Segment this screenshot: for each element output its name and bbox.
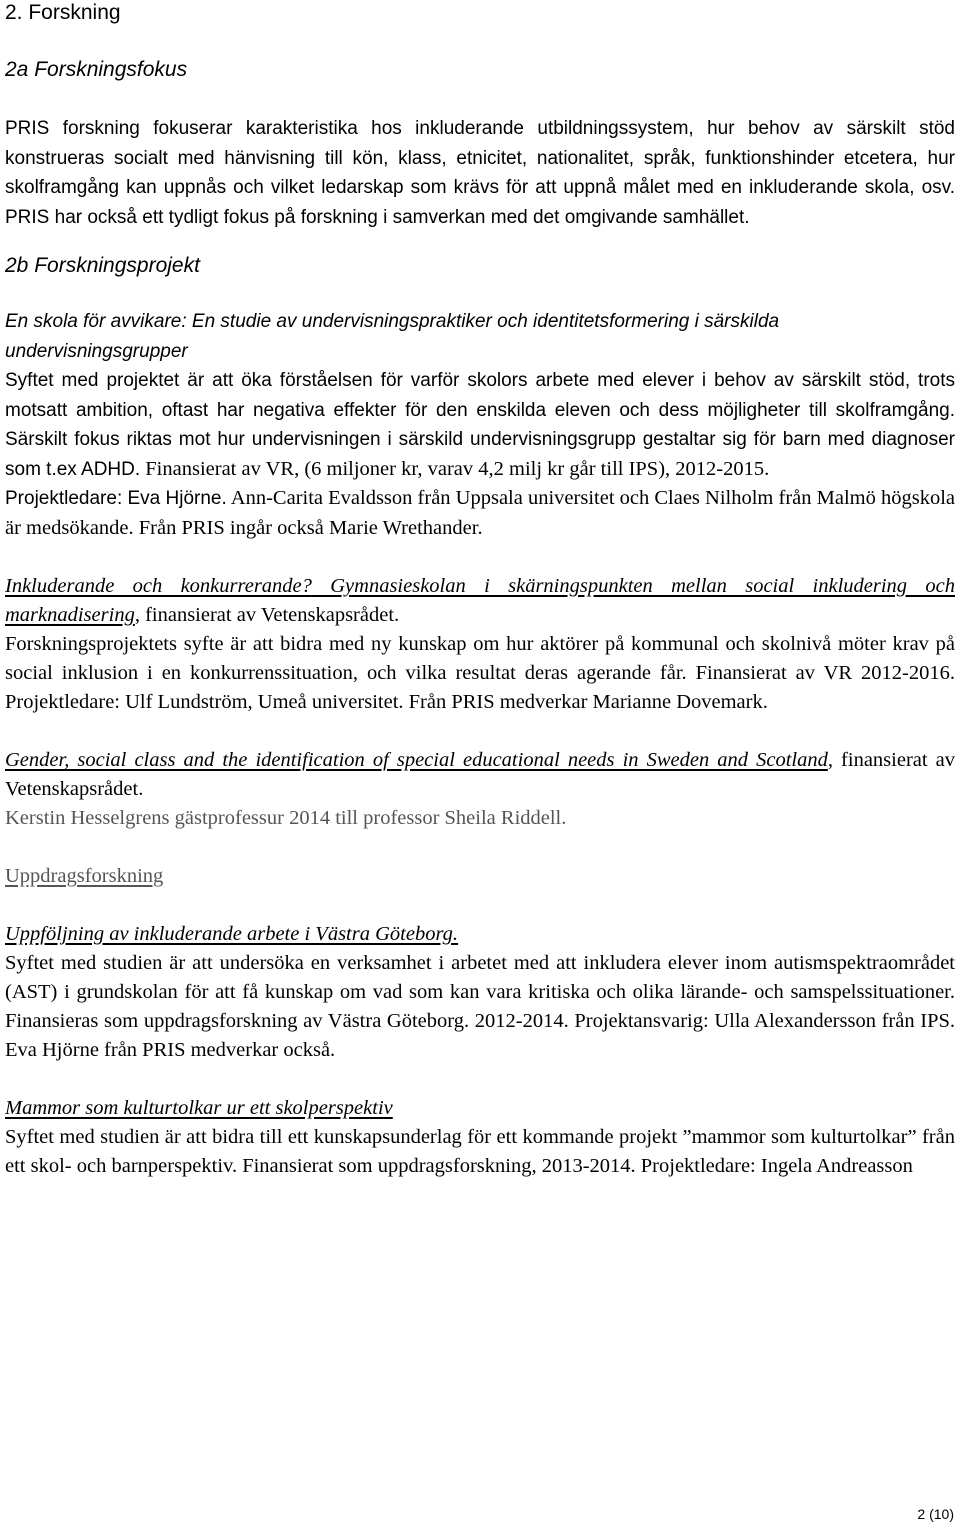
uppdrag-2-title: Mammor som kulturtolkar ur ett skolperspektiv <box>5 1097 393 1119</box>
uppdrag-heading: Uppdragsforskning <box>5 865 164 887</box>
project-1-people <box>5 484 955 543</box>
project-2-body: Forskningsprojektets syfte är att bidra med ny kunskap om hur aktörer på kommunal och skolnivå möter krav på social inklusion i en konkurrenssituation, och vilka resultat deras agerande får. Finansierat av VR 2012-2016. Projektledare: Ulf Lundström, Umeå universitet. Från PRIS medverkar Marianne Dovemark. <box>5 633 955 713</box>
project-3-funding: , finansierat av Vetenskapsrådet. <box>5 749 955 800</box>
fokus-paragraph <box>5 114 955 232</box>
page-number: 2 (10) <box>917 1506 954 1522</box>
project-1-body-1: Syftet med projektet är att öka förståelsen för varför skolors arbete med elever i behov av särskilt stöd, trots motsatt ambition, oftast har negativa effekter för den enskilda eleven och dess möjligheter till skolframgång. <box>5 370 955 421</box>
document-page <box>5 0 955 1181</box>
project-2-title-a: Inkluderande och konkurrerande? <box>5 575 312 597</box>
project-2-title <box>5 572 955 630</box>
uppdrag-1-body: Syftet med studien är att undersöka en verksamhet i arbetet med att inkludera elever inom autismspektraområdet (AST) i grundskolan för att få kunskap om vad som kan vara kritiska och olika lärande- och samspelssituationer. Finansieras som uppdragsforskning av Västra Göteborg. 2012-2014. Projektansvarig: Ulla Alexandersson från IPS. Eva Hjörne från PRIS medverkar också. <box>5 952 955 1061</box>
fokus-text-2: PRIS har också ett tydligt fokus på forskning i samverkan med det omgivande samhället. <box>5 206 750 228</box>
project-1-body <box>5 366 955 484</box>
project-2-funding: , finansierat av Vetenskapsrådet. <box>134 604 400 626</box>
subsection-heading-fokus: 2a Forskningsfokus <box>5 58 188 81</box>
project-3-title <box>5 746 955 804</box>
project-1-leader: Projektledare: Eva Hjörne. <box>5 488 227 509</box>
project-3-body: Kerstin Hesselgrens gästprofessur 2014 till professor Sheila Riddell. <box>5 807 567 829</box>
project-3-title-text: Gender, social class and the identification of special educational needs in Sweden and Scotland <box>5 749 828 771</box>
project-1-body-3: Finansierat av VR, (6 miljoner kr, varav 4,2 milj kr går till IPS), 2012-2015. <box>140 457 770 480</box>
project-2-title-b: Gymnasieskolan i skärningspunkten mellan social inkludering och marknadisering <box>5 575 955 626</box>
uppdrag-1-title: Uppföljning av inkluderande arbete i Västra Göteborg. <box>5 923 459 945</box>
project-1-title: En skola för avvikare: En studie av undervisningspraktiker och identitetsformering i särskilda undervisningsgrupper <box>5 311 780 362</box>
project-1-body-2: Särskilt fokus riktas mot hur undervisningen i särskild undervisningsgrupp gestaltar sig för barn med diagnoser som t.ex ADHD. <box>5 429 955 480</box>
project-1-members: Ann-Carita Evaldsson från Uppsala universitet och Claes Nilholm från Malmö högskola är medsökande. Från PRIS ingår också Marie Wrethander. <box>5 487 956 539</box>
fokus-text-1: PRIS forskning fokuserar karakteristika hos inkluderande utbildningssystem, hur behov av särskilt stöd konstrueras socialt med hänvisning till kön, klass, etnicitet, nationalitet, språk, funktionshinder etcetera, hur skolframgång kan uppnås och vilket ledarskap som krävs för att uppnå målet med en inkluderande skola, osv. <box>5 118 955 198</box>
section-heading: 2. Forskning <box>5 1 121 24</box>
uppdrag-2-body: Syftet med studien är att bidra till ett kunskapsunderlag för ett kommande projekt ”mammor som kulturtolkar” från ett skol- och barnperspektiv. Finansierat som uppdragsforskning, 2013-2014. Projektledare: Ingela Andreasson <box>5 1126 955 1177</box>
subsection-heading-projekt: 2b Forskningsprojekt <box>5 254 200 277</box>
